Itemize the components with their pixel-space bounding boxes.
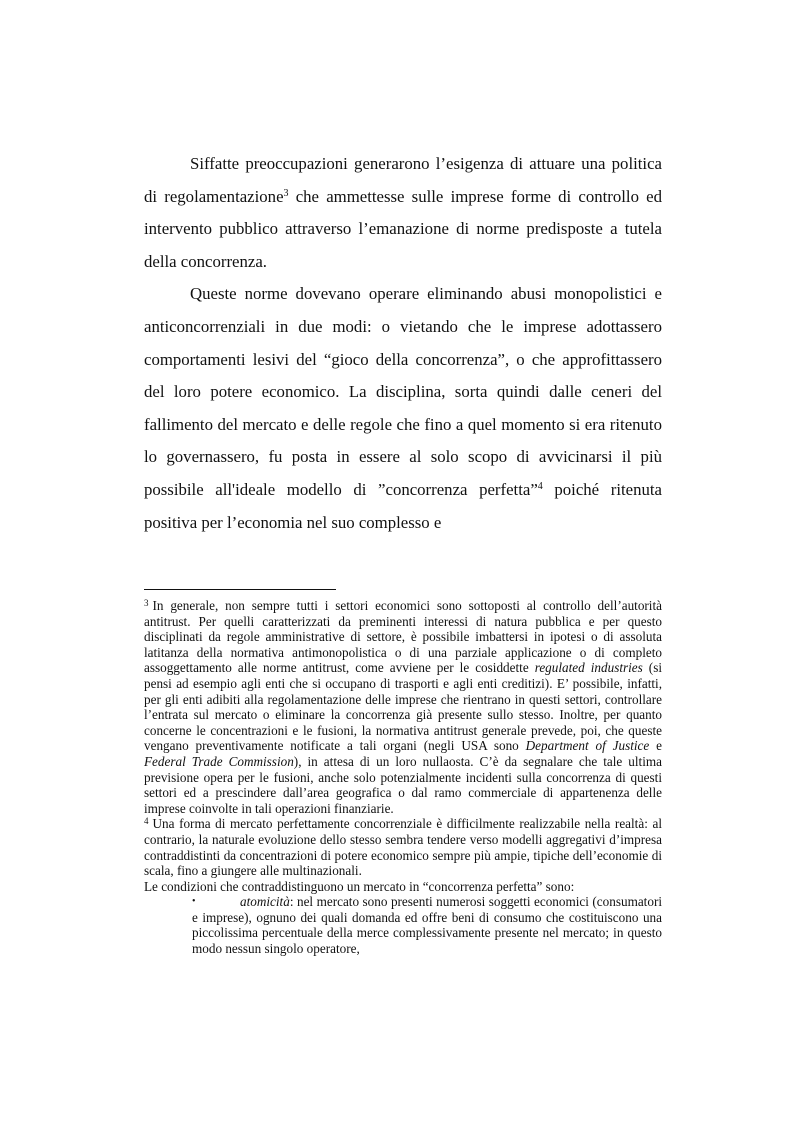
footnote-3 [144,598,662,816]
footnote-4-number: 4 [144,816,149,827]
footnote-4-bullet-text [192,894,662,956]
body-paragraph-1 [144,148,662,278]
footnotes [144,598,662,957]
body-paragraph-1-text-a: Siffatte preoccupazioni generarono l’esigenza di attuare una politica di regolamentazione [144,154,662,206]
footnote-4 [144,816,662,878]
footnote-separator [144,589,336,590]
footnote-3-number: 3 [144,598,149,608]
footnote-4-bullet-body: : nel mercato sono presenti numerosi soggetti economici (consumatori e imprese), ognuno dei quali domanda ed offre beni di consumo che costituiscono una piccolissima percentuale della merce complessivamente presente nel mercato; in questo modo nessun singolo operatore, [192,894,662,957]
footnote-3-italic-regulated-industries: regulated industries [534,660,643,676]
body-paragraph-2 [144,278,662,539]
body-paragraph-1-text-b: che ammettesse sulle imprese forme di controllo ed intervento pubblico attraverso l’emanazione di norme predisposte a tutela della concorrenza. [144,186,663,271]
footnote-3-text-c: e [649,738,662,754]
footnote-ref-3[interactable]: 3 [283,187,289,199]
main-text [144,148,662,539]
footnote-3-text-d: ), in attesa di un loro nullaosta. C’è da segnalare che tale ultima previsione opera per le fusioni, anche solo potenzialmente incidenti sulla concorrenza di questi settori ed a prescindere dall’area geografica o dal ramo commerciale di appartenenza delle imprese coinvolte in tali operazioni finanziarie. [144,753,662,816]
bullet-icon: • [192,896,196,908]
footnote-4-text: Una forma di mercato perfettamente concorrenziale è difficilmente realizzabile nella realtà: al contrario, la naturale evoluzione dello stesso sembra tendere verso modelli aggregativi d’impresa contraddistinti da concentrazioni di potere economico sempre più ampie, tipiche dell’economie di scala, fino a giungere alle multinazionali. [144,816,662,879]
footnote-4-bullet-term: atomicità [240,894,290,910]
body-paragraph-2-text-b: poiché ritenuta positiva per l’economia nel suo complesso e [144,479,662,532]
footnote-ref-4[interactable]: 4 [537,480,543,492]
footnote-3-text-a: In generale, non sempre tutti i settori economici sono sottoposti al controllo dell’autorità antitrust. Per quelli caratterizzati da preminenti interessi di natura pubblica e per questo disciplinati da regole amministrative di settore, è possibile imbattersi in ipotesi o di assoluta latitanza della normativa antimonopolistica o di una parziale applicazione o di completo assoggettamento alle norme antitrust, come avviene per le cosiddette [144,598,662,676]
footnote-3-text-b: (si pensi ad esempio agli enti che si occupano di trasporti e agli enti creditizi). E’ possibile, infatti, per gli enti adibiti alla regolamentazione delle imprese che rientrano in questi settori, controllare l’entrata sul mercato o eliminare la concorrenza già presente sullo stesso. Inoltre, per quanto concerne le concentrazioni e le fusioni, la normativa antitrust generale prevede, poi, che queste vengano preventivamente notificate a tali organi (negli USA sono [144,660,662,754]
footnote-4-bullet-atomicita [192,894,662,956]
footnote-3-italic-federal-trade-commission: Federal Trade Commission [144,753,294,769]
footnote-3-italic-department-of-justice: Department of Justice [525,738,650,754]
footnote-4-conditions-intro: Le condizioni che contraddistinguono un mercato in “concorrenza perfetta” sono: [144,878,575,894]
body-paragraph-2-text-a: Queste norme dovevano operare eliminando abusi monopolistici e anticoncorrenziali in due modi: o vietando che le imprese adottassero comportamenti lesivi del “gioco della concorrenza”, o che approfittassero del loro potere economico. La disciplina, sorta quindi dalle ceneri del fallimento del mercato e delle regole che fino a quel momento si era ritenuto lo governassero, fu posta in essere al solo scopo di avvicinarsi il più possibile all'ideale modello di ”concorrenza perfetta” [144,284,662,499]
